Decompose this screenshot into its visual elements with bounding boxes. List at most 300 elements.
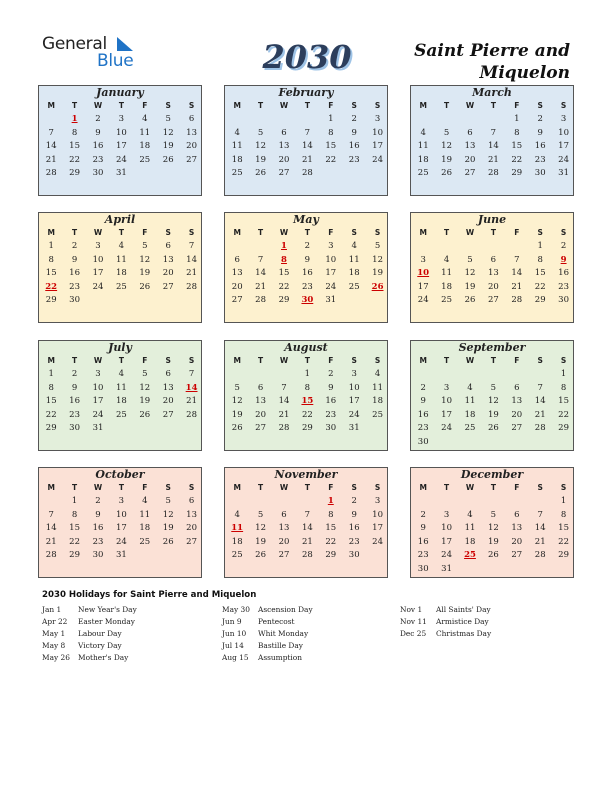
day-cell: 11 xyxy=(464,396,476,407)
holiday-row xyxy=(42,616,137,628)
holiday-date: Jun 9 xyxy=(222,617,242,626)
day-cell: 18 xyxy=(372,396,383,407)
day-cell: 7 xyxy=(304,509,311,520)
day-cell: 25 xyxy=(231,550,243,561)
day-cell: 1 xyxy=(514,114,520,124)
day-cell: 20 xyxy=(186,523,197,534)
day-cell: 18 xyxy=(231,154,243,165)
weekday-header: F xyxy=(328,356,334,365)
holiday-date: Apr 22 xyxy=(42,617,68,626)
day-cell: 13 xyxy=(464,141,476,152)
day-cell: 10 xyxy=(115,509,127,520)
day-cell: 20 xyxy=(464,154,476,165)
day-cell: 6 xyxy=(165,369,171,379)
holiday-date: Jun 10 xyxy=(222,629,247,638)
weekday-header: S xyxy=(560,101,567,110)
day-cell: 16 xyxy=(417,409,429,420)
day-cell: 24 xyxy=(92,281,104,292)
day-cell: 6 xyxy=(234,254,240,265)
weekday-header: S xyxy=(537,356,543,365)
day-cell: 3 xyxy=(118,114,125,124)
day-cell: 21 xyxy=(186,396,197,407)
day-cell: 24 xyxy=(115,154,127,165)
day-cell: 7 xyxy=(490,127,497,138)
day-cell: 23 xyxy=(348,154,360,165)
holiday-day-cell: 1 xyxy=(281,241,287,251)
weekday-header: T xyxy=(118,356,124,365)
weekday-header: S xyxy=(165,101,171,110)
holiday-name: Victory Day xyxy=(78,641,122,650)
region-line-2: Miquelon xyxy=(479,63,570,83)
weekday-header: M xyxy=(47,483,55,492)
day-cell: 18 xyxy=(115,396,127,407)
day-cell: 19 xyxy=(162,523,174,534)
day-cell: 29 xyxy=(534,295,546,306)
day-cell: 24 xyxy=(372,536,383,547)
weekday-header: M xyxy=(419,356,427,365)
day-cell: 26 xyxy=(464,295,476,306)
day-cell: 16 xyxy=(92,523,104,534)
day-cell: 2 xyxy=(304,241,311,251)
day-cell: 24 xyxy=(92,409,104,420)
day-cell: 17 xyxy=(348,396,360,407)
day-cell: 25 xyxy=(464,423,476,434)
holiday-row xyxy=(42,640,137,652)
day-cell: 22 xyxy=(558,409,569,420)
day-cell: 10 xyxy=(372,509,383,520)
day-cell: 11 xyxy=(139,509,151,520)
day-cell: 10 xyxy=(441,396,452,407)
brand-word-general: General xyxy=(42,34,107,54)
day-cell: 24 xyxy=(441,423,452,434)
weekday-header: T xyxy=(304,228,310,237)
day-cell: 28 xyxy=(186,409,197,420)
day-cell: 16 xyxy=(325,396,337,407)
day-cell: 31 xyxy=(325,295,337,306)
day-cell: 4 xyxy=(467,509,473,520)
day-cell: 28 xyxy=(301,168,313,179)
day-cell: 12 xyxy=(255,523,266,534)
day-cell: 19 xyxy=(162,141,174,152)
month-name: July xyxy=(108,341,132,354)
weekday-header: T xyxy=(304,356,310,365)
weekday-header: S xyxy=(351,483,357,492)
day-cell: 25 xyxy=(441,295,452,306)
day-cell: 21 xyxy=(45,536,57,547)
weekday-header: T xyxy=(258,101,264,110)
day-cell: 6 xyxy=(188,114,195,124)
day-cell: 11 xyxy=(441,268,452,279)
day-cell: 15 xyxy=(278,268,290,279)
day-cell: 20 xyxy=(278,154,290,165)
day-cell: 20 xyxy=(278,536,290,547)
day-cell: 10 xyxy=(325,254,337,265)
day-cell: 20 xyxy=(162,396,174,407)
day-cell: 9 xyxy=(71,382,78,393)
day-cell: 25 xyxy=(417,168,429,179)
day-cell: 10 xyxy=(92,254,104,265)
day-cell: 26 xyxy=(487,550,499,561)
day-cell: 18 xyxy=(139,141,151,152)
day-cell: 3 xyxy=(374,496,381,506)
day-cell: 18 xyxy=(464,409,476,420)
holiday-date: Aug 15 xyxy=(222,653,249,662)
holiday-day-cell: 30 xyxy=(301,295,314,306)
region-title xyxy=(400,40,570,84)
day-cell: 8 xyxy=(537,254,543,265)
day-cell: 30 xyxy=(69,423,80,434)
day-cell: 6 xyxy=(514,382,520,393)
day-cell: 1 xyxy=(537,241,543,251)
month-november xyxy=(224,467,388,578)
day-cell: 13 xyxy=(255,396,266,407)
day-cell: 24 xyxy=(417,295,429,306)
day-cell: 29 xyxy=(558,550,569,561)
day-cell: 6 xyxy=(188,496,195,506)
holiday-day-cell: 15 xyxy=(301,396,314,407)
holiday-day-cell: 11 xyxy=(231,523,244,534)
holiday-column xyxy=(42,604,137,664)
day-cell: 30 xyxy=(417,437,429,447)
day-cell: 28 xyxy=(186,281,197,292)
weekday-header: M xyxy=(419,228,427,237)
day-cell: 15 xyxy=(558,523,569,534)
day-cell: 2 xyxy=(95,114,101,124)
day-cell: 27 xyxy=(511,550,523,561)
day-cell: 16 xyxy=(92,141,104,152)
day-cell: 25 xyxy=(231,168,243,179)
day-cell: 15 xyxy=(534,268,546,279)
day-cell: 22 xyxy=(69,154,80,165)
weekday-header: T xyxy=(72,228,78,237)
region-line-1: Saint Pierre and xyxy=(414,41,570,61)
day-cell: 21 xyxy=(278,409,290,420)
day-cell: 19 xyxy=(139,268,151,279)
holiday-row xyxy=(42,628,137,640)
day-cell: 16 xyxy=(534,141,546,152)
brand-word-blue: Blue xyxy=(97,51,134,71)
day-cell: 6 xyxy=(257,382,264,393)
day-cell: 14 xyxy=(511,268,523,279)
holiday-row xyxy=(42,604,137,616)
day-cell: 28 xyxy=(45,550,57,561)
day-cell: 27 xyxy=(255,423,266,434)
weekday-header: T xyxy=(72,101,78,110)
day-cell: 11 xyxy=(464,523,476,534)
holiday-column xyxy=(400,604,491,640)
day-cell: 11 xyxy=(115,254,127,265)
day-cell: 23 xyxy=(69,409,80,420)
day-cell: 29 xyxy=(45,423,57,434)
month-name: December xyxy=(460,468,524,481)
holiday-row xyxy=(222,640,313,652)
day-cell: 8 xyxy=(71,509,78,520)
holiday-name: Labour Day xyxy=(78,629,122,638)
day-cell: 17 xyxy=(92,396,104,407)
day-cell: 9 xyxy=(351,509,357,520)
day-cell: 15 xyxy=(69,523,80,534)
weekday-header: S xyxy=(188,228,195,237)
holiday-name: All Saints' Day xyxy=(436,605,491,614)
day-cell: 19 xyxy=(441,154,452,165)
day-cell: 1 xyxy=(328,114,334,124)
day-cell: 9 xyxy=(537,127,543,138)
day-cell: 20 xyxy=(511,536,523,547)
day-cell: 30 xyxy=(92,550,104,561)
weekday-header: T xyxy=(118,228,124,237)
month-january xyxy=(38,85,202,196)
weekday-header: F xyxy=(328,228,334,237)
weekday-header: S xyxy=(188,483,195,492)
day-cell: 19 xyxy=(255,154,266,165)
weekday-header: T xyxy=(304,483,310,492)
day-cell: 25 xyxy=(115,281,127,292)
weekday-header: T xyxy=(490,483,496,492)
day-cell: 12 xyxy=(441,141,452,152)
day-cell: 8 xyxy=(48,254,54,265)
day-cell: 23 xyxy=(325,409,337,420)
day-cell: 14 xyxy=(186,254,197,265)
day-cell: 14 xyxy=(487,141,499,152)
day-cell: 31 xyxy=(558,168,569,179)
day-cell: 13 xyxy=(186,509,197,520)
day-cell: 13 xyxy=(511,523,523,534)
day-cell: 5 xyxy=(257,127,264,138)
day-cell: 18 xyxy=(441,281,452,292)
month-march xyxy=(410,85,574,196)
day-cell: 12 xyxy=(464,268,476,279)
day-cell: 17 xyxy=(92,268,104,279)
weekday-header: T xyxy=(444,356,450,365)
weekday-header: S xyxy=(165,483,171,492)
day-cell: 9 xyxy=(420,396,426,407)
day-cell: 28 xyxy=(534,550,546,561)
month-name: January xyxy=(96,86,144,99)
weekday-header: W xyxy=(93,101,103,110)
day-cell: 3 xyxy=(328,241,334,251)
day-cell: 23 xyxy=(534,154,546,165)
day-cell: 19 xyxy=(464,281,476,292)
day-cell: 1 xyxy=(304,369,311,379)
weekday-header: S xyxy=(165,228,171,237)
day-cell: 22 xyxy=(511,154,523,165)
day-cell: 4 xyxy=(443,254,450,265)
brand-logo xyxy=(42,34,142,74)
day-cell: 18 xyxy=(417,154,429,165)
day-cell: 29 xyxy=(301,423,313,434)
day-cell: 25 xyxy=(372,409,383,420)
day-cell: 7 xyxy=(537,509,543,520)
day-cell: 16 xyxy=(348,141,360,152)
holiday-row xyxy=(222,616,313,628)
weekday-header: M xyxy=(233,356,241,365)
day-cell: 28 xyxy=(487,168,499,179)
weekday-header: W xyxy=(279,483,289,492)
day-cell: 28 xyxy=(255,295,266,306)
day-cell: 2 xyxy=(71,369,78,379)
day-cell: 10 xyxy=(115,127,127,138)
holiday-row xyxy=(222,604,313,616)
day-cell: 17 xyxy=(115,523,127,534)
weekday-header: S xyxy=(374,101,381,110)
day-cell: 21 xyxy=(301,536,313,547)
day-cell: 26 xyxy=(487,423,499,434)
day-cell: 19 xyxy=(487,409,499,420)
holiday-date: Dec 25 xyxy=(400,629,427,638)
day-cell: 3 xyxy=(95,369,101,379)
weekday-header: F xyxy=(142,101,148,110)
day-cell: 30 xyxy=(417,564,429,574)
holiday-date: May 26 xyxy=(42,653,70,662)
day-cell: 15 xyxy=(45,268,57,279)
day-cell: 11 xyxy=(372,382,383,393)
weekday-header: W xyxy=(93,483,103,492)
weekday-header: W xyxy=(279,228,289,237)
day-cell: 30 xyxy=(69,295,80,306)
day-cell: 20 xyxy=(511,409,523,420)
weekday-header: W xyxy=(465,101,475,110)
day-cell: 11 xyxy=(139,127,151,138)
day-cell: 6 xyxy=(490,254,497,265)
holiday-day-cell: 1 xyxy=(71,114,78,124)
day-cell: 18 xyxy=(348,268,360,279)
day-cell: 5 xyxy=(165,496,171,506)
day-cell: 6 xyxy=(165,241,171,251)
weekday-header: T xyxy=(118,483,124,492)
day-cell: 21 xyxy=(534,536,546,547)
month-name: September xyxy=(458,341,526,354)
holiday-name: Ascension Day xyxy=(258,605,313,614)
weekday-header: T xyxy=(444,228,450,237)
day-cell: 17 xyxy=(441,536,452,547)
weekday-header: W xyxy=(465,356,475,365)
holiday-day-cell: 22 xyxy=(45,281,58,292)
day-cell: 19 xyxy=(255,536,266,547)
day-cell: 2 xyxy=(328,369,334,379)
day-cell: 19 xyxy=(139,396,151,407)
holidays-title: 2030 Holidays for Saint Pierre and Miquelon xyxy=(42,590,257,600)
day-cell: 13 xyxy=(231,268,243,279)
holiday-date: Jan 1 xyxy=(42,605,62,614)
day-cell: 26 xyxy=(139,281,151,292)
day-cell: 5 xyxy=(374,241,381,251)
month-name: November xyxy=(274,468,338,481)
day-cell: 22 xyxy=(325,154,337,165)
day-cell: 3 xyxy=(420,254,426,265)
month-october xyxy=(38,467,202,578)
day-cell: 5 xyxy=(142,369,148,379)
day-cell: 13 xyxy=(186,127,197,138)
weekday-header: M xyxy=(47,356,55,365)
day-cell: 4 xyxy=(142,496,148,506)
day-cell: 17 xyxy=(372,523,383,534)
day-cell: 30 xyxy=(348,550,360,561)
day-cell: 23 xyxy=(69,281,80,292)
day-cell: 8 xyxy=(560,509,567,520)
holiday-name: Christmas Day xyxy=(436,629,492,638)
day-cell: 25 xyxy=(139,536,151,547)
day-cell: 4 xyxy=(234,509,240,520)
holiday-name: Easter Monday xyxy=(78,617,135,626)
day-cell: 21 xyxy=(186,268,197,279)
day-cell: 8 xyxy=(514,127,520,138)
weekday-header: S xyxy=(374,356,381,365)
day-cell: 5 xyxy=(142,241,148,251)
weekday-header: F xyxy=(328,101,334,110)
weekday-header: T xyxy=(490,101,496,110)
weekday-header: F xyxy=(142,483,148,492)
holiday-day-cell: 8 xyxy=(281,254,287,265)
day-cell: 4 xyxy=(142,114,148,124)
day-cell: 8 xyxy=(328,127,334,138)
day-cell: 21 xyxy=(511,281,523,292)
day-cell: 9 xyxy=(351,127,357,138)
weekday-header: S xyxy=(560,483,567,492)
month-february xyxy=(224,85,388,196)
holiday-date: Jul 14 xyxy=(222,641,244,650)
day-cell: 7 xyxy=(48,509,54,520)
day-cell: 21 xyxy=(534,409,546,420)
day-cell: 17 xyxy=(417,281,429,292)
day-cell: 15 xyxy=(511,141,523,152)
day-cell: 21 xyxy=(255,281,266,292)
day-cell: 24 xyxy=(348,409,360,420)
day-cell: 29 xyxy=(511,168,523,179)
day-cell: 31 xyxy=(441,564,452,574)
day-cell: 20 xyxy=(487,281,499,292)
day-cell: 2 xyxy=(95,496,101,506)
day-cell: 2 xyxy=(71,241,78,251)
day-cell: 31 xyxy=(115,168,127,179)
day-cell: 14 xyxy=(301,523,313,534)
day-cell: 4 xyxy=(374,369,381,379)
brand-triangle-icon xyxy=(117,37,133,51)
day-cell: 13 xyxy=(511,396,523,407)
day-cell: 15 xyxy=(325,523,337,534)
day-cell: 16 xyxy=(348,523,360,534)
day-cell: 12 xyxy=(139,382,151,393)
day-cell: 12 xyxy=(231,396,243,407)
month-june xyxy=(410,212,574,323)
day-cell: 2 xyxy=(351,114,357,124)
weekday-header: S xyxy=(188,356,195,365)
day-cell: 29 xyxy=(325,550,337,561)
weekday-header: S xyxy=(374,483,381,492)
holiday-day-cell: 10 xyxy=(417,268,430,279)
day-cell: 4 xyxy=(351,241,357,251)
holiday-date: May 8 xyxy=(42,641,66,650)
day-cell: 5 xyxy=(443,127,450,138)
day-cell: 5 xyxy=(234,382,240,393)
day-cell: 12 xyxy=(487,396,499,407)
weekday-header: T xyxy=(258,356,264,365)
day-cell: 10 xyxy=(441,523,452,534)
day-cell: 27 xyxy=(186,536,197,547)
weekday-header: M xyxy=(233,228,241,237)
month-july xyxy=(38,340,202,451)
day-cell: 27 xyxy=(278,168,290,179)
day-cell: 18 xyxy=(115,268,127,279)
day-cell: 29 xyxy=(69,550,80,561)
day-cell: 6 xyxy=(281,509,287,520)
holiday-day-cell: 9 xyxy=(560,254,567,265)
day-cell: 22 xyxy=(558,536,569,547)
day-cell: 22 xyxy=(301,409,313,420)
day-cell: 3 xyxy=(118,496,125,506)
day-cell: 23 xyxy=(92,154,104,165)
day-cell: 23 xyxy=(417,550,429,561)
day-cell: 11 xyxy=(417,141,429,152)
